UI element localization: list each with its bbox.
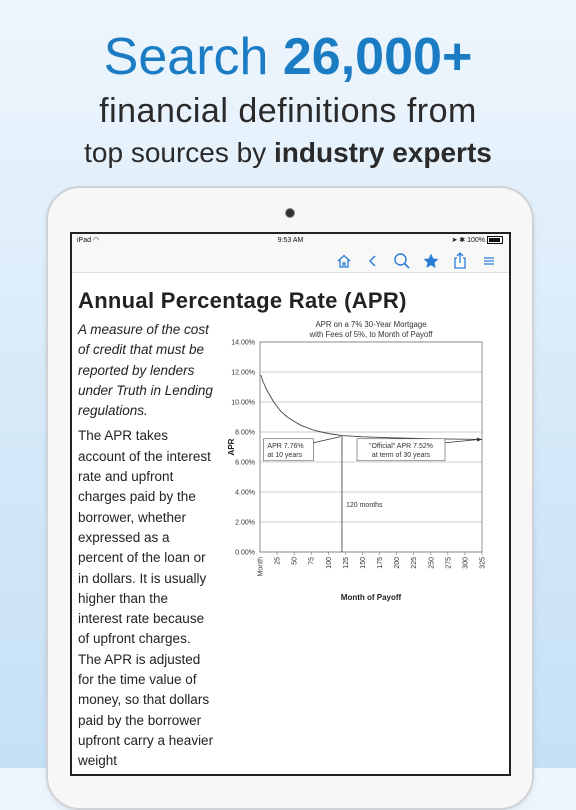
- y-tick-label: 12.00%: [231, 369, 255, 377]
- location-icon: ➤: [451, 237, 458, 244]
- y-tick-label: 8.00%: [235, 429, 255, 437]
- promo-tagline-bold: industry experts: [274, 137, 492, 168]
- promo-headline-number: 26,000+: [282, 28, 473, 86]
- share-icon[interactable]: [445, 250, 474, 272]
- bluetooth-icon: ✱: [459, 237, 466, 244]
- x-tick-label: 300: [462, 557, 470, 569]
- y-tick-label: 4.00%: [235, 489, 255, 497]
- x-tick-label: 50: [291, 557, 299, 565]
- article-title: Annual Percentage Rate (APR): [78, 288, 407, 313]
- back-icon[interactable]: [358, 250, 387, 272]
- x-tick-label: 225: [411, 557, 419, 569]
- annotation-apr10-line1: APR 7.76%: [267, 442, 304, 450]
- article-text: [78, 320, 214, 776]
- x-tick-label: 25: [274, 557, 282, 565]
- chart-title: APR on a 7% 30-Year Mortgage: [315, 320, 427, 329]
- x-tick-label: 100: [325, 557, 333, 569]
- x-tick-label: 200: [394, 557, 402, 569]
- x-tick-label: Month: [257, 557, 265, 577]
- annotation-official-pointer: [445, 440, 479, 443]
- x-tick-label: 125: [342, 557, 350, 569]
- apr-series-line: [261, 375, 482, 440]
- annotation-apr10-line2: at 10 years: [267, 451, 303, 459]
- wifi-icon: ◠: [92, 237, 100, 244]
- promo-subheadline: financial definitions from: [99, 92, 477, 130]
- promo-headline-prefix: Search: [103, 28, 283, 86]
- ipad-frame: [46, 186, 534, 810]
- status-right: [451, 234, 503, 248]
- x-tick-label: 150: [359, 557, 367, 569]
- annotation-120-months: 120 months: [345, 502, 383, 509]
- y-axis-label: APR: [227, 438, 236, 456]
- promo-tagline: [0, 132, 576, 174]
- y-tick-label: 6.00%: [235, 459, 255, 467]
- favorite-star-icon[interactable]: [416, 250, 445, 272]
- app-screen: [70, 232, 511, 776]
- x-tick-label: 325: [479, 557, 487, 569]
- article-definition: A measure of the cost of credit that must be reported by lenders under Truth in Lending regulations.: [78, 322, 213, 419]
- device-label: iPad ◠: [77, 237, 100, 244]
- x-tick-label: 275: [445, 557, 453, 569]
- home-icon[interactable]: [329, 250, 358, 272]
- promo-tagline-prefix: top sources by: [84, 137, 274, 168]
- battery-percent: 100%: [467, 237, 485, 244]
- y-tick-label: 0.00%: [235, 549, 255, 557]
- promo-headline: [0, 22, 576, 92]
- x-tick-label: 250: [428, 557, 436, 569]
- camera-icon: [285, 208, 295, 218]
- y-tick-label: 14.00%: [231, 339, 255, 347]
- x-tick-label: 175: [377, 557, 385, 569]
- annotation-official-line2: at term of 30 years: [371, 451, 431, 459]
- y-tick-label: 2.00%: [235, 519, 255, 527]
- chart-title: with Fees of 5%, to Month of Payoff: [309, 330, 433, 339]
- battery-icon: [487, 236, 503, 244]
- menu-icon[interactable]: [474, 250, 503, 272]
- x-axis-label: Month of Payoff: [340, 593, 402, 602]
- annotation-official-line1: "Official" APR 7.52%: [369, 442, 433, 450]
- x-tick-label: 75: [308, 557, 316, 565]
- annotation-apr10-pointer: [313, 437, 340, 443]
- status-time: 9:53 AM: [277, 237, 304, 244]
- search-icon[interactable]: [387, 250, 416, 272]
- toolbar: [72, 248, 509, 273]
- y-tick-label: 10.00%: [231, 399, 255, 407]
- status-bar: [72, 234, 509, 248]
- article-body: The APR takes account of the interest rate and upfront charges paid by the borrower, whether expressed as a percent of the loan or in dollars. It is usually higher than the interest rate because of upfront charges. The APR is adjusted for the time value of money, so that dollars paid by the borrower upfront carry a heavier weight: [78, 428, 214, 769]
- apr-chart: [222, 318, 492, 608]
